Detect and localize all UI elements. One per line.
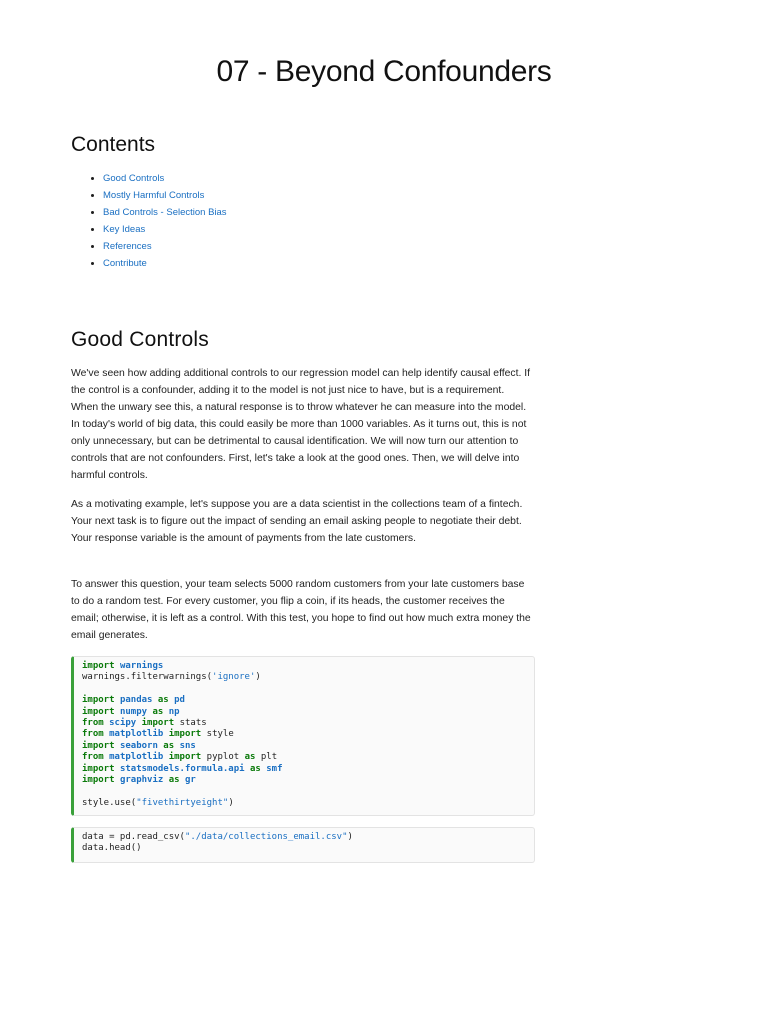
code-keyword: from [82, 718, 104, 729]
code-module: np [168, 706, 180, 717]
code-module: seaborn [119, 740, 158, 751]
toc-item [103, 221, 227, 238]
code-module: pd [174, 695, 185, 706]
toc-link-contribute[interactable]: Contribute [103, 258, 147, 269]
code-module: smf [266, 763, 283, 774]
contents-heading: Contents [71, 133, 156, 156]
code-keyword: as [249, 763, 261, 774]
code-text: ) [347, 832, 353, 842]
code-module: sns [179, 740, 196, 751]
paragraph: We've seen how adding additional controls to our regression model can help identify causal effect. If the control is a confounder, adding it to the model is not just nice to have, but is a requirement. When the unwary see this, a natural response is to throw whatever he can measure into the model. In today's world of big data, this could easily be more than 1000 variables. As it turns out, this is not only unnecessary, but can be detrimental to causal identification. We will now turn our attention to controls that are not confounders. First, let's take a look at the good ones. Then, we will delve into harmful controls. [71, 368, 531, 481]
code-module: warnings [119, 661, 164, 671]
code-module: matplotlib [109, 752, 164, 763]
code-keyword: import [168, 752, 202, 763]
code-string: "./data/collections_email.csv" [184, 832, 348, 842]
code-text: plt [260, 752, 278, 763]
code-keyword: import [82, 695, 115, 706]
code-keyword: import [82, 740, 115, 751]
code-keyword: import [168, 729, 202, 740]
code-text: ) [228, 797, 234, 808]
code-keyword: import [82, 763, 115, 774]
code-keyword: as [244, 752, 256, 763]
paragraph: To answer this question, your team selects 5000 random customers from your late customers base to do a random test. For every customer, you flip a coin, if its heads, the customer receives the email; otherwise, it is left as a control. With this test, you hope to find out how much extra money the email generates. [71, 579, 531, 641]
code-text: data.head() [82, 843, 142, 854]
code-keyword: from [82, 729, 104, 740]
code-keyword: import [82, 775, 115, 786]
code-module: statsmodels.formula.api [119, 763, 245, 774]
code-block [82, 661, 526, 809]
code-text: style [206, 729, 234, 740]
code-keyword: as [152, 706, 164, 717]
toc-link-references[interactable]: References [103, 241, 152, 252]
toc-item [103, 204, 227, 221]
section-heading: Good Controls [71, 328, 210, 351]
code-module: matplotlib [109, 729, 164, 740]
code-keyword: as [157, 695, 169, 706]
toc-item [103, 255, 227, 272]
toc-link-bad-controls[interactable]: Bad Controls - Selection Bias [103, 207, 227, 218]
code-block [82, 832, 526, 855]
table-of-contents [89, 170, 227, 272]
code-keyword: import [82, 706, 115, 717]
toc-link-good-controls[interactable]: Good Controls [103, 173, 165, 184]
code-keyword: as [168, 775, 180, 786]
code-keyword: import [141, 718, 175, 729]
code-keyword: from [82, 752, 104, 763]
code-module: scipy [109, 718, 137, 729]
code-text: pyplot [206, 752, 240, 763]
toc-item [103, 238, 227, 255]
code-keyword: import [82, 661, 115, 671]
code-text: data = pd.read_csv( [82, 832, 185, 842]
code-string: "fivethirtyeight" [136, 797, 229, 808]
code-text: style.use( [82, 797, 137, 808]
code-keyword: as [163, 740, 175, 751]
code-module: graphviz [119, 775, 164, 786]
code-cell[interactable] [71, 827, 535, 863]
page-title: 07 - Beyond Confounders [216, 55, 552, 88]
code-cell[interactable] [71, 656, 535, 816]
code-text: stats [179, 718, 207, 729]
code-string: 'ignore' [212, 672, 256, 683]
paragraph: As a motivating example, let's suppose you are a data scientist in the collections team of a fintech. Your next task is to figure out the impact of sending an email asking people to negotiate their debt. Your response variable is the amount of payments from the late customers. [71, 499, 523, 544]
code-text: ) [255, 672, 261, 683]
code-module: gr [184, 775, 196, 786]
code-module: numpy [119, 706, 148, 717]
toc-link-mostly-harmful-controls[interactable]: Mostly Harmful Controls [103, 190, 205, 201]
toc-link-key-ideas[interactable]: Key Ideas [103, 224, 146, 235]
code-module: pandas [119, 695, 153, 706]
toc-item [103, 170, 227, 187]
code-text: warnings.filterwarnings( [82, 672, 213, 683]
toc-item [103, 187, 227, 204]
